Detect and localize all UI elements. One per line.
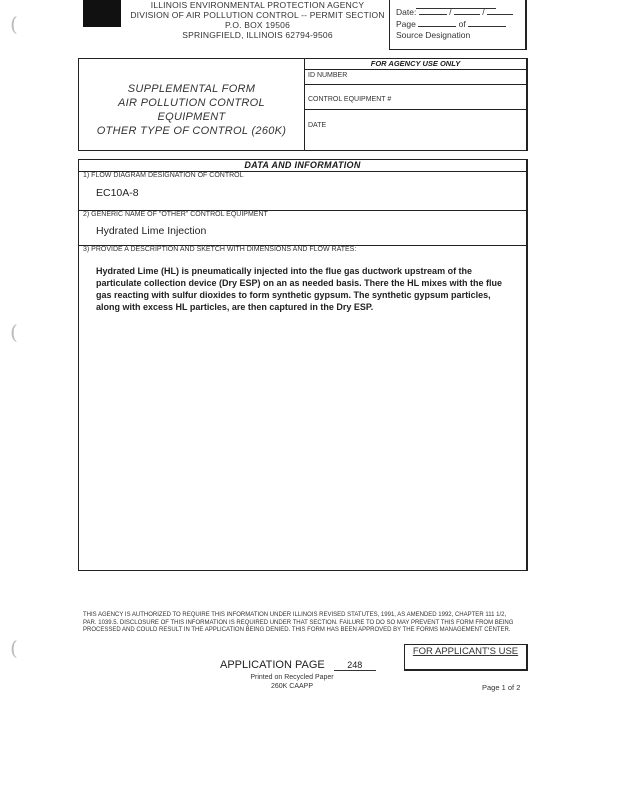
agency-use-heading: FOR AGENCY USE ONLY: [305, 59, 526, 70]
divider: [305, 109, 526, 110]
agency-line: ILLINOIS ENVIRONMENTAL PROTECTION AGENCY: [150, 0, 365, 10]
flow-diagram-section: [79, 171, 526, 211]
binder-mark: (: [10, 636, 18, 660]
application-page-number: 248: [334, 660, 376, 671]
generic-name-value[interactable]: Hydrated Lime Injection: [96, 225, 207, 237]
binder-mark: (: [10, 12, 18, 36]
generic-name-section: [79, 210, 526, 246]
data-information-heading: DATA AND INFORMATION: [79, 160, 526, 172]
agency-line: SPRINGFIELD, ILLINOIS 62794-9506: [182, 30, 333, 40]
disclosure-notice: THIS AGENCY IS AUTHORIZED TO REQUIRE THIS INFORMATION UNDER ILLINOIS REVISED STATUTES, 1991, AS AMENDED 1992, CHAPTER 111 1/2, PAR. 1039.5. DISCLOSURE OF THIS INFORMATION IS REQUIRED UNDER THAT SECTION. FAILURE TO DO SO MAY PREVENT THIS FORM FROM BEING PROCESSED AND COULD RESULT IN THE APPLICATION BEING DENIED. THIS FORM HAS BEEN APPROVED BY THE FORMS MANAGEMENT CENTER.: [83, 612, 514, 633]
description-label: 3) PROVIDE A DESCRIPTION AND SKETCH WITH DIMENSIONS AND FLOW RATES:: [83, 246, 357, 253]
date-received-field[interactable]: DATE: [308, 122, 327, 129]
form-title-line: OTHER TYPE OF CONTROL (260K): [96, 125, 287, 137]
form-header-box: [78, 58, 528, 151]
form-title-line: AIR POLLUTION CONTROL: [118, 97, 265, 109]
application-page: [220, 659, 376, 671]
date-field[interactable]: Date: / /: [396, 6, 513, 17]
flow-diagram-label: 1) FLOW DIAGRAM DESIGNATION OF CONTROL: [83, 172, 244, 179]
printed-on-text: Printed on Recycled Paper: [250, 674, 334, 681]
source-designation-label: Source Designation: [396, 30, 471, 40]
for-applicant-use-box: [404, 644, 528, 671]
printed-on-note: [242, 673, 342, 691]
form-title-line: SUPPLEMENTAL FORM: [127, 83, 256, 95]
agency-line: P.O. BOX 19506: [224, 20, 291, 30]
control-equipment-field[interactable]: CONTROL EQUIPMENT #: [308, 96, 392, 103]
flow-diagram-value[interactable]: EC10A-8: [96, 187, 139, 199]
form-title: [79, 82, 304, 138]
page-field[interactable]: Page of: [396, 18, 506, 29]
for-applicant-use-label: FOR APPLICANT'S USE: [412, 646, 519, 657]
form-code: 260K CAAPP: [270, 683, 314, 690]
id-number-field[interactable]: ID NUMBER: [308, 72, 348, 79]
generic-name-label: 2) GENERIC NAME OF "OTHER" CONTROL EQUIPMENT: [83, 211, 268, 218]
agency-use-column: [304, 59, 526, 150]
divider: [305, 84, 526, 85]
page-of-indicator: Page 1 of 2: [482, 683, 521, 692]
form-title-line: EQUIPMENT: [157, 111, 226, 123]
agency-tracking-box: [389, 0, 527, 50]
agency-address: [130, 0, 385, 40]
agency-line: DIVISION OF AIR POLLUTION CONTROL -- PERMIT SECTION: [130, 10, 385, 20]
data-information-box: [78, 159, 528, 571]
description-value[interactable]: Hydrated Lime (HL) is pneumatically injected into the flue gas ductwork upstream of the particulate collection device (Dry ESP) on an as needed basis. There the HL mixes with the flue gas reacting with sulfur dioxides to form synthetic gypsum. The synthetic gypsum particles, along with excess HL particles, are then captured in the Dry ESP.: [96, 266, 502, 312]
binder-mark: (: [10, 320, 18, 344]
application-page-label: APPLICATION PAGE: [220, 659, 325, 671]
agency-logo: [83, 0, 121, 27]
